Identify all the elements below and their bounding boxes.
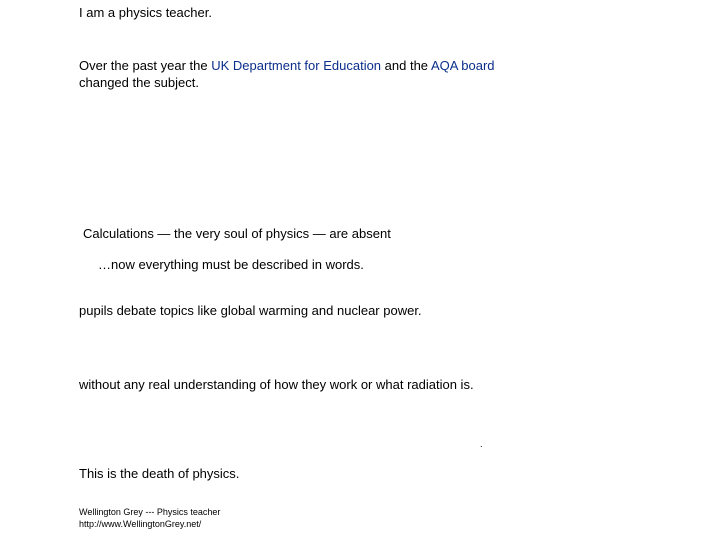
change-text-line-1 xyxy=(79,57,495,74)
change-prefix: Over the past year the xyxy=(79,58,212,73)
intro-text: I am a physics teacher. xyxy=(79,5,212,20)
words-text: …now everything must be described in words. xyxy=(98,257,364,272)
change-middle: and the xyxy=(381,58,431,73)
calculations-text: Calculations — the very soul of physics — are absent xyxy=(83,226,391,241)
footer-author: Wellington Grey --- Physics teacher xyxy=(79,507,221,517)
footer-url[interactable]: http://www.WellingtonGrey.net/ xyxy=(79,519,202,529)
small-mark: . xyxy=(480,439,483,449)
death-text: This is the death of physics. xyxy=(79,466,240,481)
aqa-link[interactable]: AQA board xyxy=(430,58,495,73)
understanding-text: without any real understanding of how they work or what radiation is. xyxy=(79,377,474,392)
change-text-line-2: changed the subject. xyxy=(79,75,199,90)
dfe-link[interactable]: UK Department for Education xyxy=(211,58,382,73)
debate-text: pupils debate topics like global warming and nuclear power. xyxy=(79,303,422,318)
